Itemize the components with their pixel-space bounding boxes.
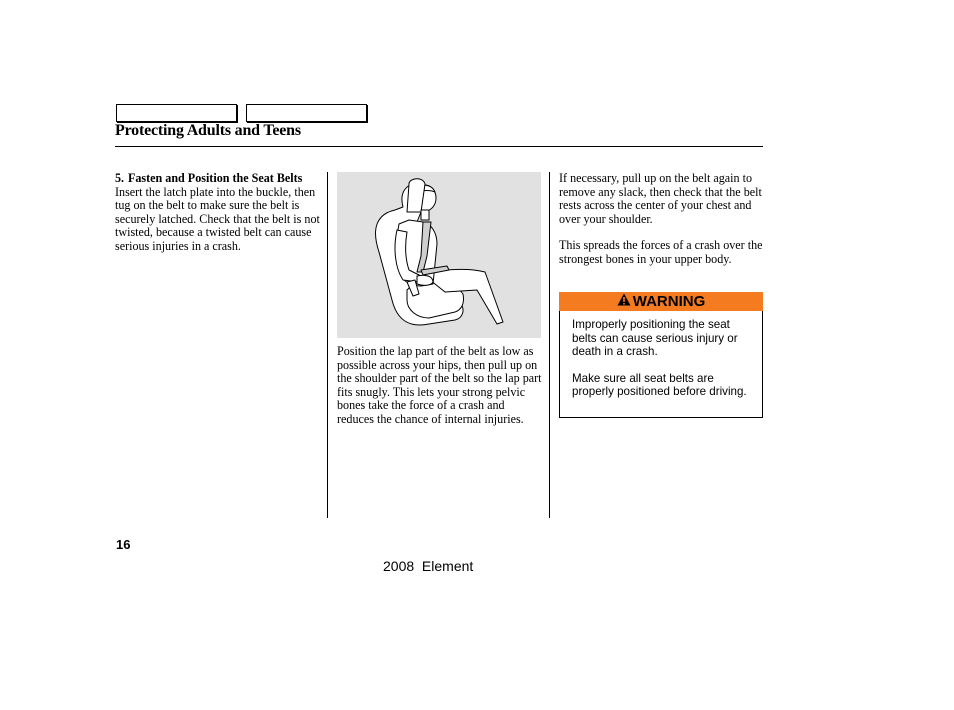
warning-paragraph: Improperly positioning the seat belts can cause serious injury or death in a crash. [572, 318, 738, 359]
page-number: 16 [116, 537, 131, 552]
warning-paragraph: Make sure all seat belts are properly positioned before driving. [572, 371, 747, 399]
step-title: Fasten and Position the Seat Belts [128, 171, 303, 185]
column-1 [115, 172, 320, 253]
warning-body [572, 318, 756, 412]
seated-occupant-icon [337, 172, 541, 338]
seat-belt-figure [337, 172, 541, 338]
step-number: 5. [115, 171, 125, 185]
warning-label: WARNING [632, 293, 706, 310]
figure-caption-text: Position the lap part of the belt as low as possible across your hips, then pull up on the shoulder part of the belt so the lap part fits snugly. This lets your strong pelvic bones take the force of a crash and reduces the chance of internal injuries. [337, 344, 542, 426]
paragraph: This spreads the forces of a crash over the strongest bones in your upper body. [559, 238, 763, 266]
nav-button-1[interactable] [116, 104, 237, 122]
header-rule [115, 146, 763, 147]
nav-button-2[interactable] [246, 104, 367, 122]
column-3 [559, 172, 765, 279]
step-body: Insert the latch plate into the buckle, then tug on the belt to make sure the belt is securely latched. Check that the belt is not twisted, because a twisted belt can cause serious injuries in a crash. [115, 184, 320, 253]
footer-text: 2008 Element [383, 558, 474, 574]
step-heading [115, 172, 320, 186]
warning-header [559, 292, 763, 311]
page-title: Protecting Adults and Teens [115, 122, 301, 139]
column-divider [549, 172, 550, 518]
column-divider [327, 172, 328, 518]
paragraph: If necessary, pull up on the belt again to remove any slack, then check that the belt rests across the center of your chest and over your shoulder. [559, 171, 762, 226]
warning-triangle-icon [617, 293, 631, 310]
